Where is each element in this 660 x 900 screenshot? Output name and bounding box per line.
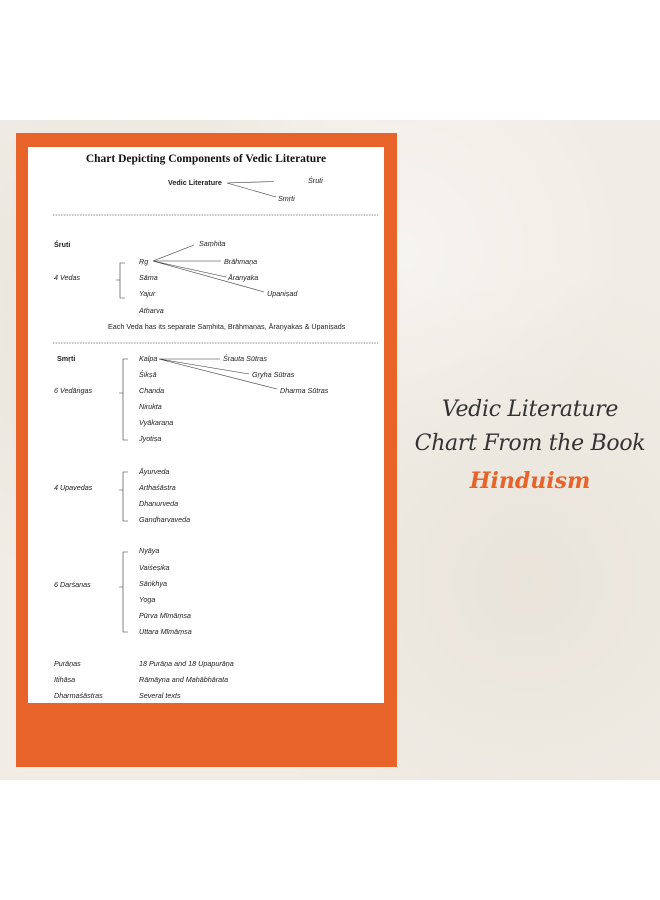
- vedanga-item-siksa: Śikṣā: [139, 370, 157, 379]
- upaveda-item-arthasastra: Arthaśāstra: [139, 483, 176, 492]
- smrti-heading: Smṛti: [57, 354, 76, 363]
- branch-samhita: Saṃhita: [199, 239, 226, 248]
- veda-item-yajur: Yajur: [139, 289, 156, 298]
- other-value-puranas: 18 Purāṇa and 18 Upapurāṇa: [139, 659, 234, 668]
- vedanga-item-kalpa: Kalpa: [139, 354, 158, 363]
- vedanga-item-nirukta: Nirukta: [139, 402, 162, 411]
- darsana-item-sankhya: Sāṅkhya: [139, 579, 167, 588]
- darsana-item-uttara-mimamsa: Uttara Mīmāṃsa: [139, 627, 192, 636]
- other-name-dharmasastras: Dharmaśāstras: [54, 691, 103, 700]
- vedas-group-label: 4 Vedas: [54, 273, 81, 282]
- vedanga-item-jyotisa: Jyotiṣa: [139, 434, 162, 443]
- vedas-bracket: [116, 263, 125, 298]
- veda-item-rg: Ṛg: [139, 257, 149, 266]
- branch-srauta-sutras: Śrauta Sūtras: [223, 354, 267, 363]
- root-label: Vedic Literature: [168, 178, 222, 187]
- vedanga-item-chanda: Chanda: [139, 386, 165, 395]
- upaveda-item-ayurveda: Āyurveda: [139, 467, 170, 476]
- veda-item-sama: Sāma: [139, 273, 158, 282]
- branch-dharma-sutras: Dharma Sūtras: [280, 386, 329, 395]
- upaveda-item-dhanurveda: Dhanurveda: [139, 499, 179, 508]
- chart-sheet: [28, 147, 384, 703]
- caption-line-2: Chart From the Book: [414, 431, 646, 456]
- upavedas-bracket: [119, 472, 128, 521]
- caption-line-1: Vedic Literature: [441, 397, 619, 422]
- branch-aranyaka: Āranyaka: [228, 273, 259, 282]
- root-child-smrti: Smṛti: [278, 194, 295, 203]
- darsana-item-nyaya: Nyāya: [139, 546, 160, 555]
- other-name-itihasa: Itihāsa: [54, 675, 76, 684]
- darsanas-group-label: 6 Darśanas: [54, 580, 91, 589]
- other-value-itihasa: Rāmāyna and Mahābhārata: [139, 675, 229, 684]
- root-child-sruti: Śruti: [308, 176, 323, 185]
- branch-grhya-sutras: Gṛyha Sūtras: [252, 370, 295, 379]
- upavedas-group-label: 4 Upavedas: [54, 483, 93, 492]
- sruti-note: Each Veda has its separate Saṃhita, Brāhmaṇas, Āraṇyakas & Upaniṣads: [108, 322, 346, 331]
- caption-book-title: Hinduism: [469, 468, 591, 494]
- other-name-puranas: Purāṇas: [54, 659, 81, 668]
- branch-upanisad: Upaniṣad: [267, 289, 298, 298]
- darsana-item-yoga: Yoga: [139, 595, 156, 604]
- vedangas-group-label: 6 Vedāṅgas: [54, 386, 93, 395]
- other-value-dharmasastras: Several texts: [139, 691, 181, 700]
- chart-title: Chart Depicting Components of Vedic Literature: [85, 153, 327, 165]
- vedangas-bracket: [119, 359, 128, 440]
- darsana-item-vaisesika: Vaiśeṣika: [139, 563, 170, 572]
- veda-item-atharva: Atharva: [139, 306, 164, 315]
- branch-brahmana: Brāhmaṇa: [224, 257, 258, 266]
- darsana-item-purva-mimamsa: Pūrva Mīmāṃsa: [139, 611, 191, 620]
- caption-block: [400, 393, 660, 499]
- darsanas-bracket: [119, 552, 128, 632]
- veda-branch-lines: [153, 245, 264, 292]
- vedic-literature-chart: [28, 147, 384, 703]
- vedanga-item-vyakarana: Vyākaraṇa: [139, 418, 174, 427]
- root-connector: [227, 182, 276, 198]
- sruti-heading: Śruti: [54, 240, 71, 249]
- upaveda-item-gandharvaveda: Gandharvaveda: [139, 515, 191, 524]
